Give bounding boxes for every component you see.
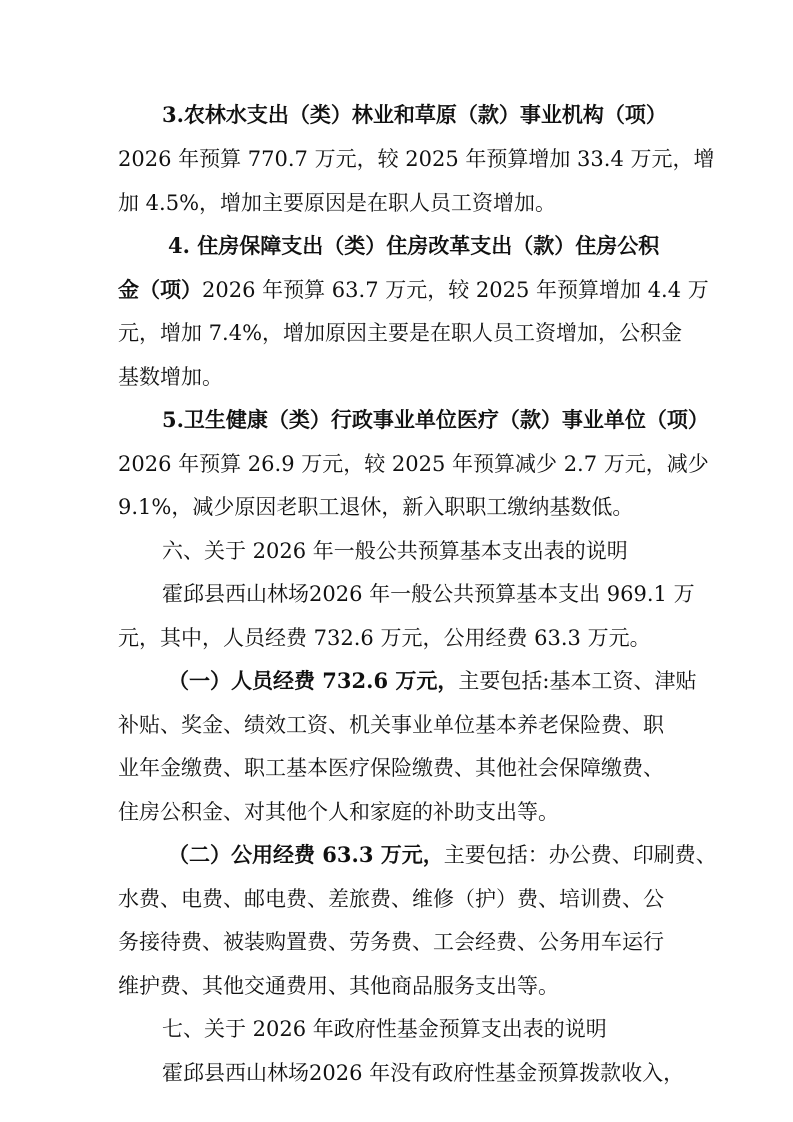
- public-funds-line-2: [0, 884, 793, 914]
- para-six-line-1-text: 霍邱县西山林场2026 年一般公共预算基本支出 969.1 万: [162, 582, 695, 606]
- section-4-line-2-rest: 2026 年预算 63.7 万元，较 2025 年预算增加 4.4 万: [202, 278, 709, 302]
- personnel-line-4-text: 住房公积金、对其他个人和家庭的补助支出等。: [118, 800, 559, 824]
- public-funds-line-3: [0, 927, 793, 957]
- heading-six: [0, 536, 793, 566]
- public-funds-line-2-text: 水费、电费、邮电费、差旅费、维修（护）费、培训费、公: [118, 887, 664, 911]
- section-4-line-4: [0, 362, 793, 392]
- section-4-heading-text: 4. 住房保障支出（类）住房改革支出（款）住房公积: [168, 233, 660, 258]
- section-4-line-2: [0, 275, 793, 305]
- section-3-heading: [0, 100, 793, 130]
- section-5-line-2-text: 2026 年预算 26.9 万元，较 2025 年预算减少 2.7 万元，减少: [118, 452, 709, 476]
- section-5-line-3-text: 9.1%，减少原因老职工退休，新入职职工缴纳基数低。: [118, 495, 634, 519]
- section-4-line-3: [0, 318, 793, 348]
- public-funds-line-3-text: 务接待费、被装购置费、劳务费、工会经费、公务用车运行: [118, 930, 664, 954]
- public-funds-heading: [0, 840, 793, 870]
- personnel-heading: [0, 666, 793, 696]
- section-3-heading-text: 3.农林水支出（类）林业和草原（款）事业机构（项）: [162, 102, 667, 127]
- section-3-line-3-text: 加 4.5%，增加主要原因是在职人员工资增加。: [118, 191, 557, 215]
- public-funds-line-4: [0, 971, 793, 1001]
- para-seven-line-1-text: 霍邱县西山林场2026 年没有政府性基金预算拨款收入，: [162, 1061, 685, 1085]
- section-5-heading-text: 5.卫生健康（类）行政事业单位医疗（款）事业单位（项）: [162, 407, 709, 432]
- section-4-heading: [0, 231, 793, 261]
- personnel-line-4: [0, 797, 793, 827]
- personnel-line-3: [0, 753, 793, 783]
- section-3-line-2-text: 2026 年预算 770.7 万元，较 2025 年预算增加 33.4 万元，增: [118, 147, 715, 171]
- para-six-line-2-text: 元，其中，人员经费 732.6 万元，公用经费 63.3 万元。: [118, 626, 651, 650]
- heading-seven-text: 七、关于 2026 年政府性基金预算支出表的说明: [162, 1017, 607, 1041]
- section-3-line-3: [0, 188, 793, 218]
- section-5-line-2: [0, 449, 793, 479]
- personnel-heading-rest: 主要包括:基本工资、津贴: [458, 669, 697, 693]
- para-six-line-2: [0, 623, 793, 653]
- heading-six-text: 六、关于 2026 年一般公共预算基本支出表的说明: [162, 539, 628, 563]
- heading-seven: [0, 1014, 793, 1044]
- personnel-line-2-text: 补贴、奖金、绩效工资、机关事业单位基本养老保险费、职: [118, 713, 664, 737]
- section-4-line-3-text: 元，增加 7.4%，增加原因主要是在职人员工资增加，公积金: [118, 321, 683, 345]
- personnel-heading-bold: （一）人员经费 732.6 万元，: [168, 668, 459, 693]
- public-funds-heading-bold: （二）公用经费 63.3 万元，: [168, 842, 444, 867]
- personnel-line-3-text: 业年金缴费、职工基本医疗保险缴费、其他社会保障缴费、: [118, 756, 664, 780]
- section-3-line-2: [0, 144, 793, 174]
- para-seven-line-1: [0, 1058, 793, 1088]
- section-4-line-2-bold: 金（项）: [118, 277, 202, 302]
- para-six-line-1: [0, 579, 793, 609]
- section-5-heading: [0, 405, 793, 435]
- public-funds-heading-rest: 主要包括：办公费、印刷费、: [443, 843, 717, 867]
- section-5-line-3: [0, 492, 793, 522]
- public-funds-line-4-text: 维护费、其他交通费用、其他商品服务支出等。: [118, 974, 559, 998]
- personnel-line-2: [0, 710, 793, 740]
- section-4-line-4-text: 基数增加。: [118, 365, 223, 389]
